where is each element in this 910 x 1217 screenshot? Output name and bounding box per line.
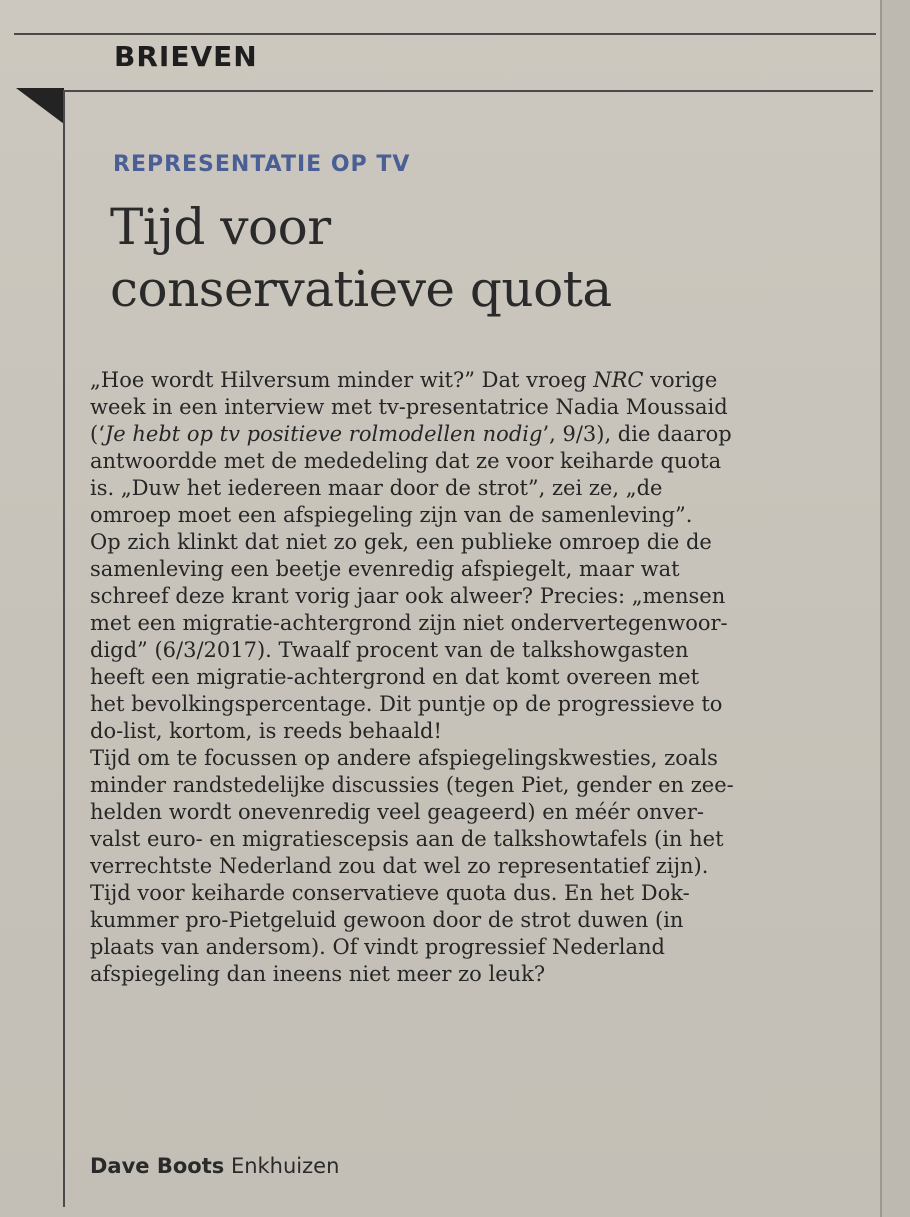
- section-label: BRIEVEN: [114, 40, 258, 73]
- body-line: (‘Je hebt op tv positieve rolmodellen nodig’, 9/3), die daarop: [90, 422, 732, 446]
- body-line: is. „Duw het iedereen maar door de strot”, zei ze, „de: [90, 476, 663, 500]
- top-rule: [14, 33, 876, 35]
- author-name: Dave Boots: [90, 1154, 225, 1178]
- body-line: digd” (6/3/2017). Twaalf procent van de talkshowgasten: [90, 638, 689, 662]
- body-line: valst euro- en migratiescepsis aan de talkshowtafels (in het: [90, 827, 724, 851]
- body-line: „Hoe wordt Hilversum minder wit?” Dat vroeg NRC vorige: [90, 368, 718, 392]
- body-line: plaats van andersom). Of vindt progressief Nederland: [90, 935, 665, 959]
- newspaper-name: NRC: [593, 368, 644, 392]
- body-line: minder randstedelijke discussies (tegen Piet, gender en zee-: [90, 773, 734, 797]
- section-flag: [16, 88, 64, 124]
- body-line: Tijd om te focussen op andere afspiegelingskwesties, zoals: [90, 746, 718, 770]
- headline: [110, 196, 850, 320]
- body-line: verrechtste Nederland zou dat wel zo representatief zijn).: [90, 854, 709, 878]
- body-line: Tijd voor keiharde conservatieve quota dus. En het Dok-: [90, 881, 690, 905]
- body-line: omroep moet een afspiegeling zijn van de samenleving”.: [90, 503, 693, 527]
- body-line: het bevolkingspercentage. Dit puntje op de progressieve to: [90, 692, 723, 716]
- body-line: heeft een migratie-achtergrond en dat komt overeen met: [90, 665, 700, 689]
- body-line: helden wordt onevenredig veel geageerd) en méér onver-: [90, 800, 704, 824]
- body-line: Op zich klinkt dat niet zo gek, een publieke omroep die de: [90, 530, 712, 554]
- body-line: met een migratie-achtergrond zijn niet ondervertegenwoor-: [90, 611, 728, 635]
- author-place: Enkhuizen: [230, 1154, 340, 1178]
- article-title: Je hebt op tv positieve rolmodellen nodig: [104, 422, 543, 446]
- kicker: REPRESENTATIE OP TV: [113, 152, 411, 177]
- byline: [90, 1154, 339, 1178]
- body-line: schreef deze krant vorig jaar ook alweer? Precies: „mensen: [90, 584, 726, 608]
- headline-line: conservatieve quota: [110, 260, 612, 318]
- body-line: do-list, kortom, is reeds behaald!: [90, 719, 442, 743]
- body-line: afspiegeling dan ineens niet meer zo leuk?: [90, 962, 546, 986]
- body-line: antwoordde met de mededeling dat ze voor keiharde quota: [90, 449, 722, 473]
- letter-body: [90, 367, 850, 988]
- headline-line: Tijd voor: [110, 198, 331, 256]
- adjacent-page-edge: [880, 0, 910, 1217]
- body-line: kummer pro-Pietgeluid gewoon door de strot duwen (in: [90, 908, 684, 932]
- body-line: samenleving een beetje evenredig afspiegelt, maar wat: [90, 557, 680, 581]
- body-line: week in een interview met tv-presentatrice Nadia Moussaid: [90, 395, 728, 419]
